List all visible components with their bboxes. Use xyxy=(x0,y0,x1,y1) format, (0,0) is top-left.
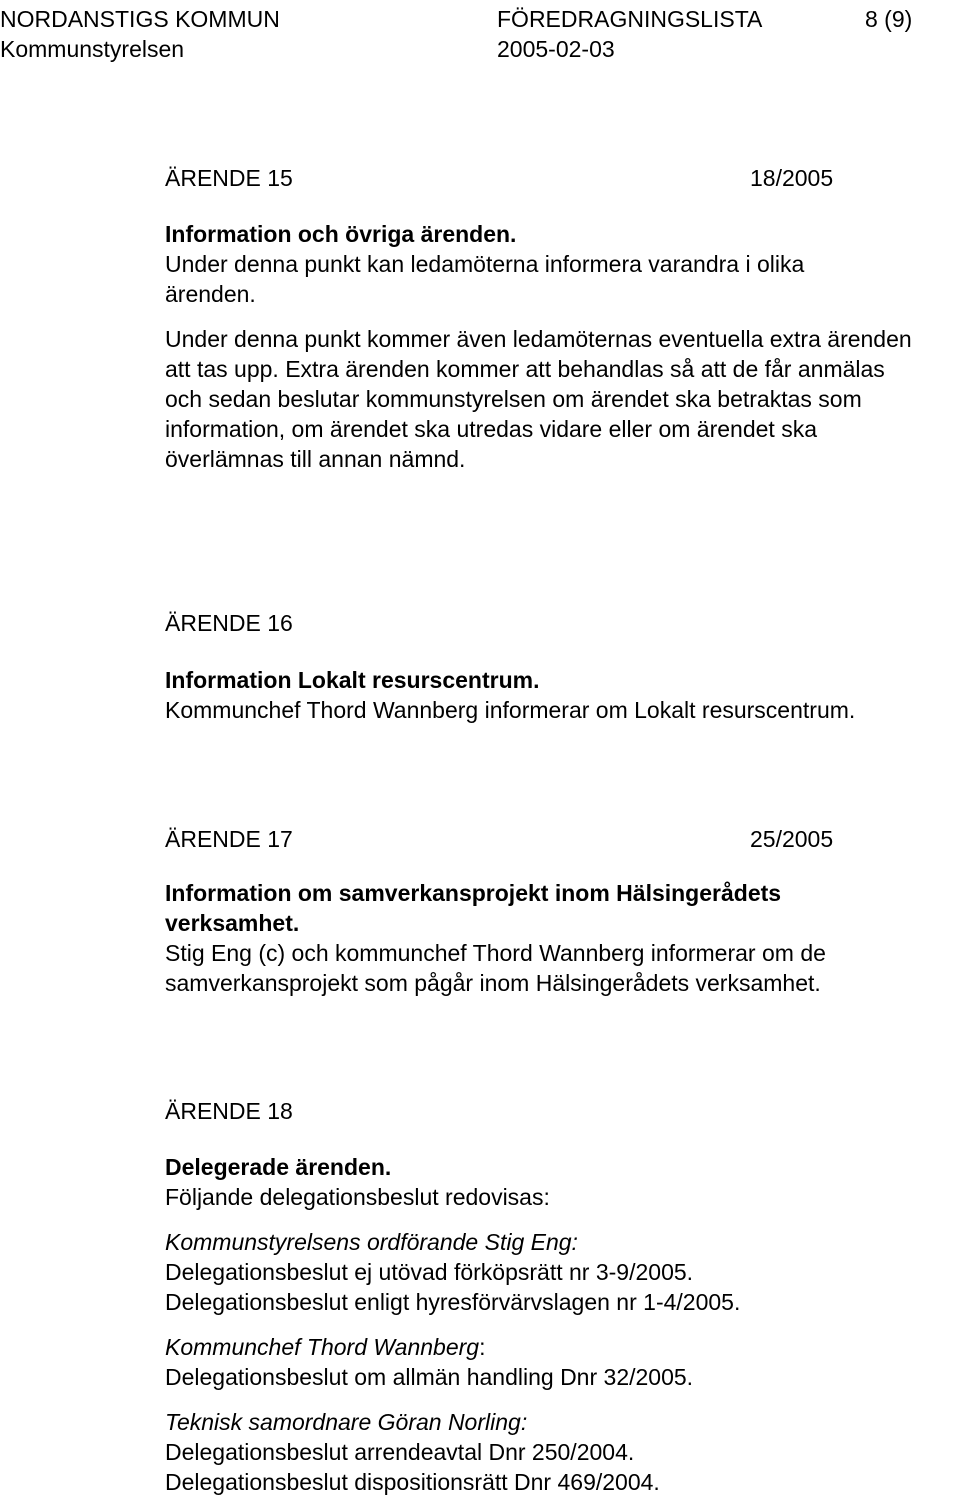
delegation-heading-chief: Kommunchef Thord Wannberg: xyxy=(165,1334,486,1360)
item-18-label: ÄRENDE 18 xyxy=(165,1098,293,1124)
header-municipality: NORDANSTIGS KOMMUN xyxy=(0,6,280,32)
item-16-body: Kommunchef Thord Wannberg informerar om Lokalt resurscentrum. xyxy=(165,697,856,723)
delegation-heading-technical: Teknisk samordnare Göran Norling: xyxy=(165,1409,528,1435)
item-18-intro: Följande delegationsbeslut redovisas: xyxy=(165,1184,550,1210)
item-15-paragraph-2: Under denna punkt kommer även ledamöternas eventuella extra ärenden att tas upp. Extra ärenden kommer att behandlas så att de får anmälas och sedan beslutar kommunstyrelsen om ärendet ska betraktas som information, om ärendet ska utredas vidare eller om ärendet ska överlämnas till annan nämnd. xyxy=(165,326,912,472)
item-17-body: Stig Eng (c) och kommunchef Thord Wannberg informerar om de samverkansprojekt som pågår inom Hälsingerådets verksamhet. xyxy=(165,940,826,996)
item-18-section xyxy=(165,1152,925,1497)
header-board: Kommunstyrelsen xyxy=(0,36,185,62)
delegation-heading-chair: Kommunstyrelsens ordförande Stig Eng: xyxy=(165,1229,578,1255)
delegation-heading-chief-text: Kommunchef Thord Wannberg xyxy=(165,1334,480,1360)
item-17-label: ÄRENDE 17 xyxy=(165,826,293,852)
item-15-section xyxy=(165,219,925,474)
delegation-line: Delegationsbeslut ej utövad förköpsrätt nr 3-9/2005. xyxy=(165,1259,694,1285)
item-16-label: ÄRENDE 16 xyxy=(165,610,293,636)
item-15-label: ÄRENDE 15 xyxy=(165,165,293,191)
item-17-dnr: 25/2005 xyxy=(750,826,834,852)
item-15-title: Information och övriga ärenden. xyxy=(165,221,517,247)
item-17-title: Information om samverkansprojekt inom Hälsingerådets verksamhet. xyxy=(165,880,782,936)
header-doc-type: FÖREDRAGNINGSLISTA xyxy=(497,6,763,32)
delegation-line: Delegationsbeslut dispositionsrätt Dnr 469/2004. xyxy=(165,1469,660,1495)
delegation-line: Delegationsbeslut arrendeavtal Dnr 250/2004. xyxy=(165,1439,635,1465)
item-15-paragraph-1: Under denna punkt kan ledamöterna informera varandra i olika ärenden. xyxy=(165,251,805,307)
item-16-section xyxy=(165,665,925,725)
header-page-number: 8 (9) xyxy=(865,6,913,32)
item-17-section xyxy=(165,878,925,998)
item-15-dnr: 18/2005 xyxy=(750,165,834,191)
item-18-title: Delegerade ärenden. xyxy=(165,1154,392,1180)
header-date: 2005-02-03 xyxy=(497,36,615,62)
delegation-line: Delegationsbeslut om allmän handling Dnr 32/2005. xyxy=(165,1364,694,1390)
item-16-title: Information Lokalt resurscentrum. xyxy=(165,667,540,693)
delegation-line: Delegationsbeslut enligt hyresförvärvslagen nr 1-4/2005. xyxy=(165,1289,741,1315)
